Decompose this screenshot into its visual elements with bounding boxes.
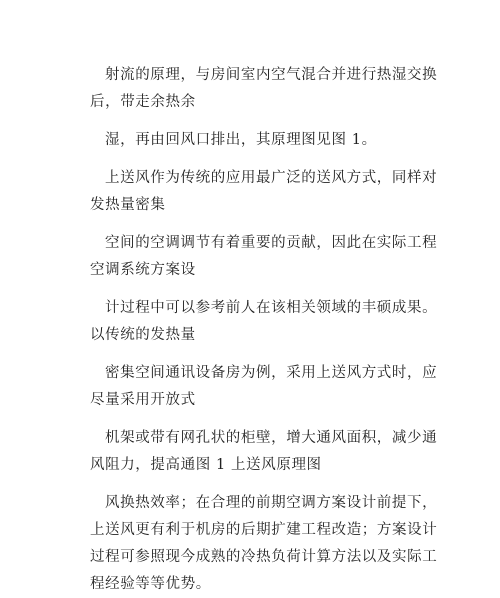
paragraph-4: 空间的空调调节有着重要的贡献，因此在实际工程空调系统方案设 [90, 235, 438, 278]
paragraph-6: 密集空间通讯设备房为例，采用上送风方式时，应尽量采用开放式 [90, 365, 438, 408]
paragraph-2: 湿，再由回风口排出，其原理图见图 1。 [105, 132, 377, 148]
paragraph-1: 射流的原理，与房间室内空气混合并进行热湿交换后，带走余热余 [90, 67, 438, 110]
paragraph-3: 上送风作为传统的应用最广泛的送风方式，同样对发热量密集 [90, 170, 438, 213]
paragraph-8: 风换热效率；在合理的前期空调方案设计前提下，上送风更有利于机房的后期扩建工程改造；方案设计过程可参照现今成熟的冷热负荷计算方法以及实际工程经验等等优势。 [90, 495, 438, 592]
paragraph-7: 机架或带有网孔状的柜壁，增大通风面积，减少通风阻力，提高通图 1 上送风原理图 [90, 430, 438, 473]
paragraph-5: 计过程中可以参考前人在该相关领域的丰硕成果。以传统的发热量 [90, 300, 438, 343]
